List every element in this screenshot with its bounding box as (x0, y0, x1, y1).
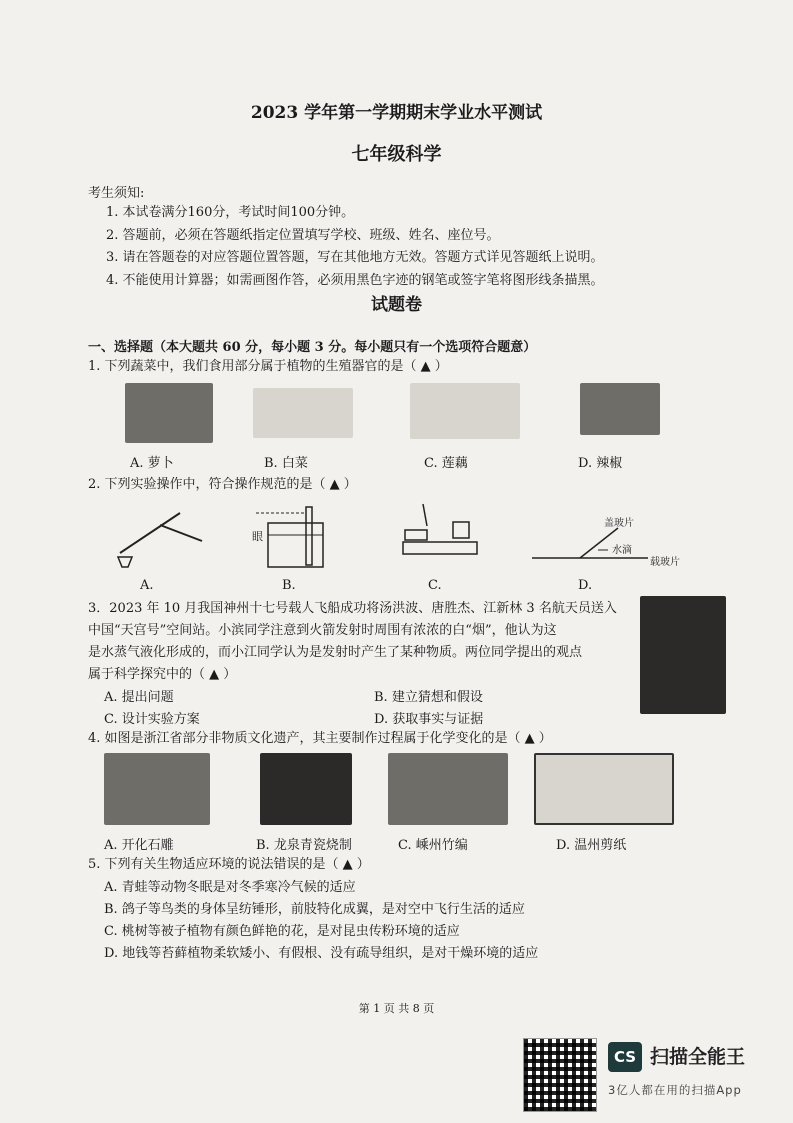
camscanner-logo-icon: CS (608, 1042, 642, 1072)
paper-cutting-photo (534, 753, 674, 825)
slide-label: 载玻片 (650, 557, 680, 568)
q3-line: 属于科学探究中的（ ▲ ） (88, 667, 237, 682)
q1-option-a: A. 萝卜 (130, 456, 174, 471)
q3-option-c: C. 设计实验方案 (104, 712, 200, 727)
scanner-app-name: 扫描全能王 (650, 1046, 746, 1068)
stone-carving-photo (104, 753, 210, 825)
notes-list (106, 202, 604, 292)
paper-title: 试题卷 (371, 295, 422, 315)
rocket-launch-photo (640, 596, 726, 714)
q5-option-b: B. 鸽子等鸟类的身体呈纺锤形，前肢特化成翼，是对空中飞行生活的适应 (104, 902, 525, 917)
celadon-vase-photo (260, 753, 352, 825)
q3-option-d: D. 获取事实与证据 (374, 712, 484, 727)
section-heading: 一、选择题（本大题共 60 分，每小题 3 分。每小题只有一个选项符合题意） (88, 340, 537, 355)
q4-option-a: A. 开化石雕 (104, 838, 174, 853)
q4-option-c: C. 嵊州竹编 (398, 838, 468, 853)
exam-subtitle: 七年级科学 (351, 144, 442, 165)
q3-line: 是水蒸气液化形成的，而小江同学认为是发射时产生了某种物质。两位同学提出的观点 (88, 645, 583, 660)
q1-option-d: D. 辣椒 (578, 456, 623, 471)
cover-slip-label: 盖玻片 (604, 518, 634, 529)
lotus-root-photo (410, 383, 520, 439)
q1-option-b: B. 白菜 (264, 456, 308, 471)
question-1-stem: 1. 下列蔬菜中，我们食用部分属于植物的生殖器官的是（ ▲ ） (88, 359, 448, 374)
note-item: 2. 答题前，必须在答题纸指定位置填写学校、班级、姓名、座位号。 (106, 227, 500, 243)
page-footer: 第 1 页 共 8 页 (358, 1002, 435, 1015)
radish-photo (125, 383, 213, 443)
pepper-photo (580, 383, 660, 435)
water-drop-label: 水滴 (612, 545, 632, 556)
test-tube-heating-diagram (110, 505, 210, 570)
q2-option-d: D. (578, 578, 593, 593)
bamboo-weaving-photo (388, 753, 508, 825)
cabbage-photo (253, 388, 353, 438)
qr-code (523, 1038, 597, 1112)
q1-option-c: C. 莲藕 (424, 456, 468, 471)
q5-option-d: D. 地钱等苔藓植物柔软矮小、有假根、没有疏导组织，是对干燥环境的适应 (104, 946, 539, 961)
question-5-stem: 5. 下列有关生物适应环境的说法错误的是（ ▲ ） (88, 857, 370, 872)
scanner-tagline: 3亿人都在用的扫描App (608, 1083, 742, 1097)
q3-option-a: A. 提出问题 (104, 690, 174, 705)
q2-option-c: C. (428, 578, 442, 593)
q5-option-c: C. 桃树等被子植物有颜色鲜艳的花，是对昆虫传粉环境的适应 (104, 924, 460, 939)
balance-weighing-diagram (395, 500, 485, 565)
question-4-stem: 4. 如图是浙江省部分非物质文化遗产，其主要制作过程属于化学变化的是（ ▲ ） (88, 731, 552, 746)
question-2-stem: 2. 下列实验操作中，符合操作规范的是（ ▲ ） (88, 477, 357, 492)
q4-option-b: B. 龙泉青瓷烧制 (256, 838, 352, 853)
note-item: 3. 请在答题卷的对应答题位置答题，写在其他地方无效。答题方式详见答题纸上说明。 (106, 250, 604, 265)
q3-line: 中国“天宫号”空间站。小滨同学注意到火箭发射时周围有浓浓的白“烟”，他认为这 (88, 623, 557, 638)
q4-option-d: D. 温州剪纸 (556, 838, 627, 853)
question-3-stem (88, 598, 628, 686)
q3-option-b: B. 建立猜想和假设 (374, 690, 483, 705)
note-item: 1. 本试卷满分160分，考试时间100分钟。 (106, 205, 355, 220)
notes-heading: 考生须知: (88, 186, 145, 201)
exam-title: 2023 学年第一学期期末学业水平测试 (250, 103, 543, 123)
q5-option-a: A. 青蛙等动物冬眠是对冬季寒冷气候的适应 (104, 880, 356, 895)
note-item: 4. 不能使用计算器；如需画图作答，必须用黑色字迹的钢笔或签字笔将图形线条描黑。 (106, 272, 604, 288)
q2-option-a: A. (140, 578, 154, 593)
q2-option-b: B. (282, 578, 296, 593)
eye-label: 眼 (252, 530, 263, 543)
q3-line: 3．2023 年 10 月我国神州十七号载人飞船成功将汤洪波、唐胜杰、江新林 3 名航天员送入 (88, 601, 617, 616)
